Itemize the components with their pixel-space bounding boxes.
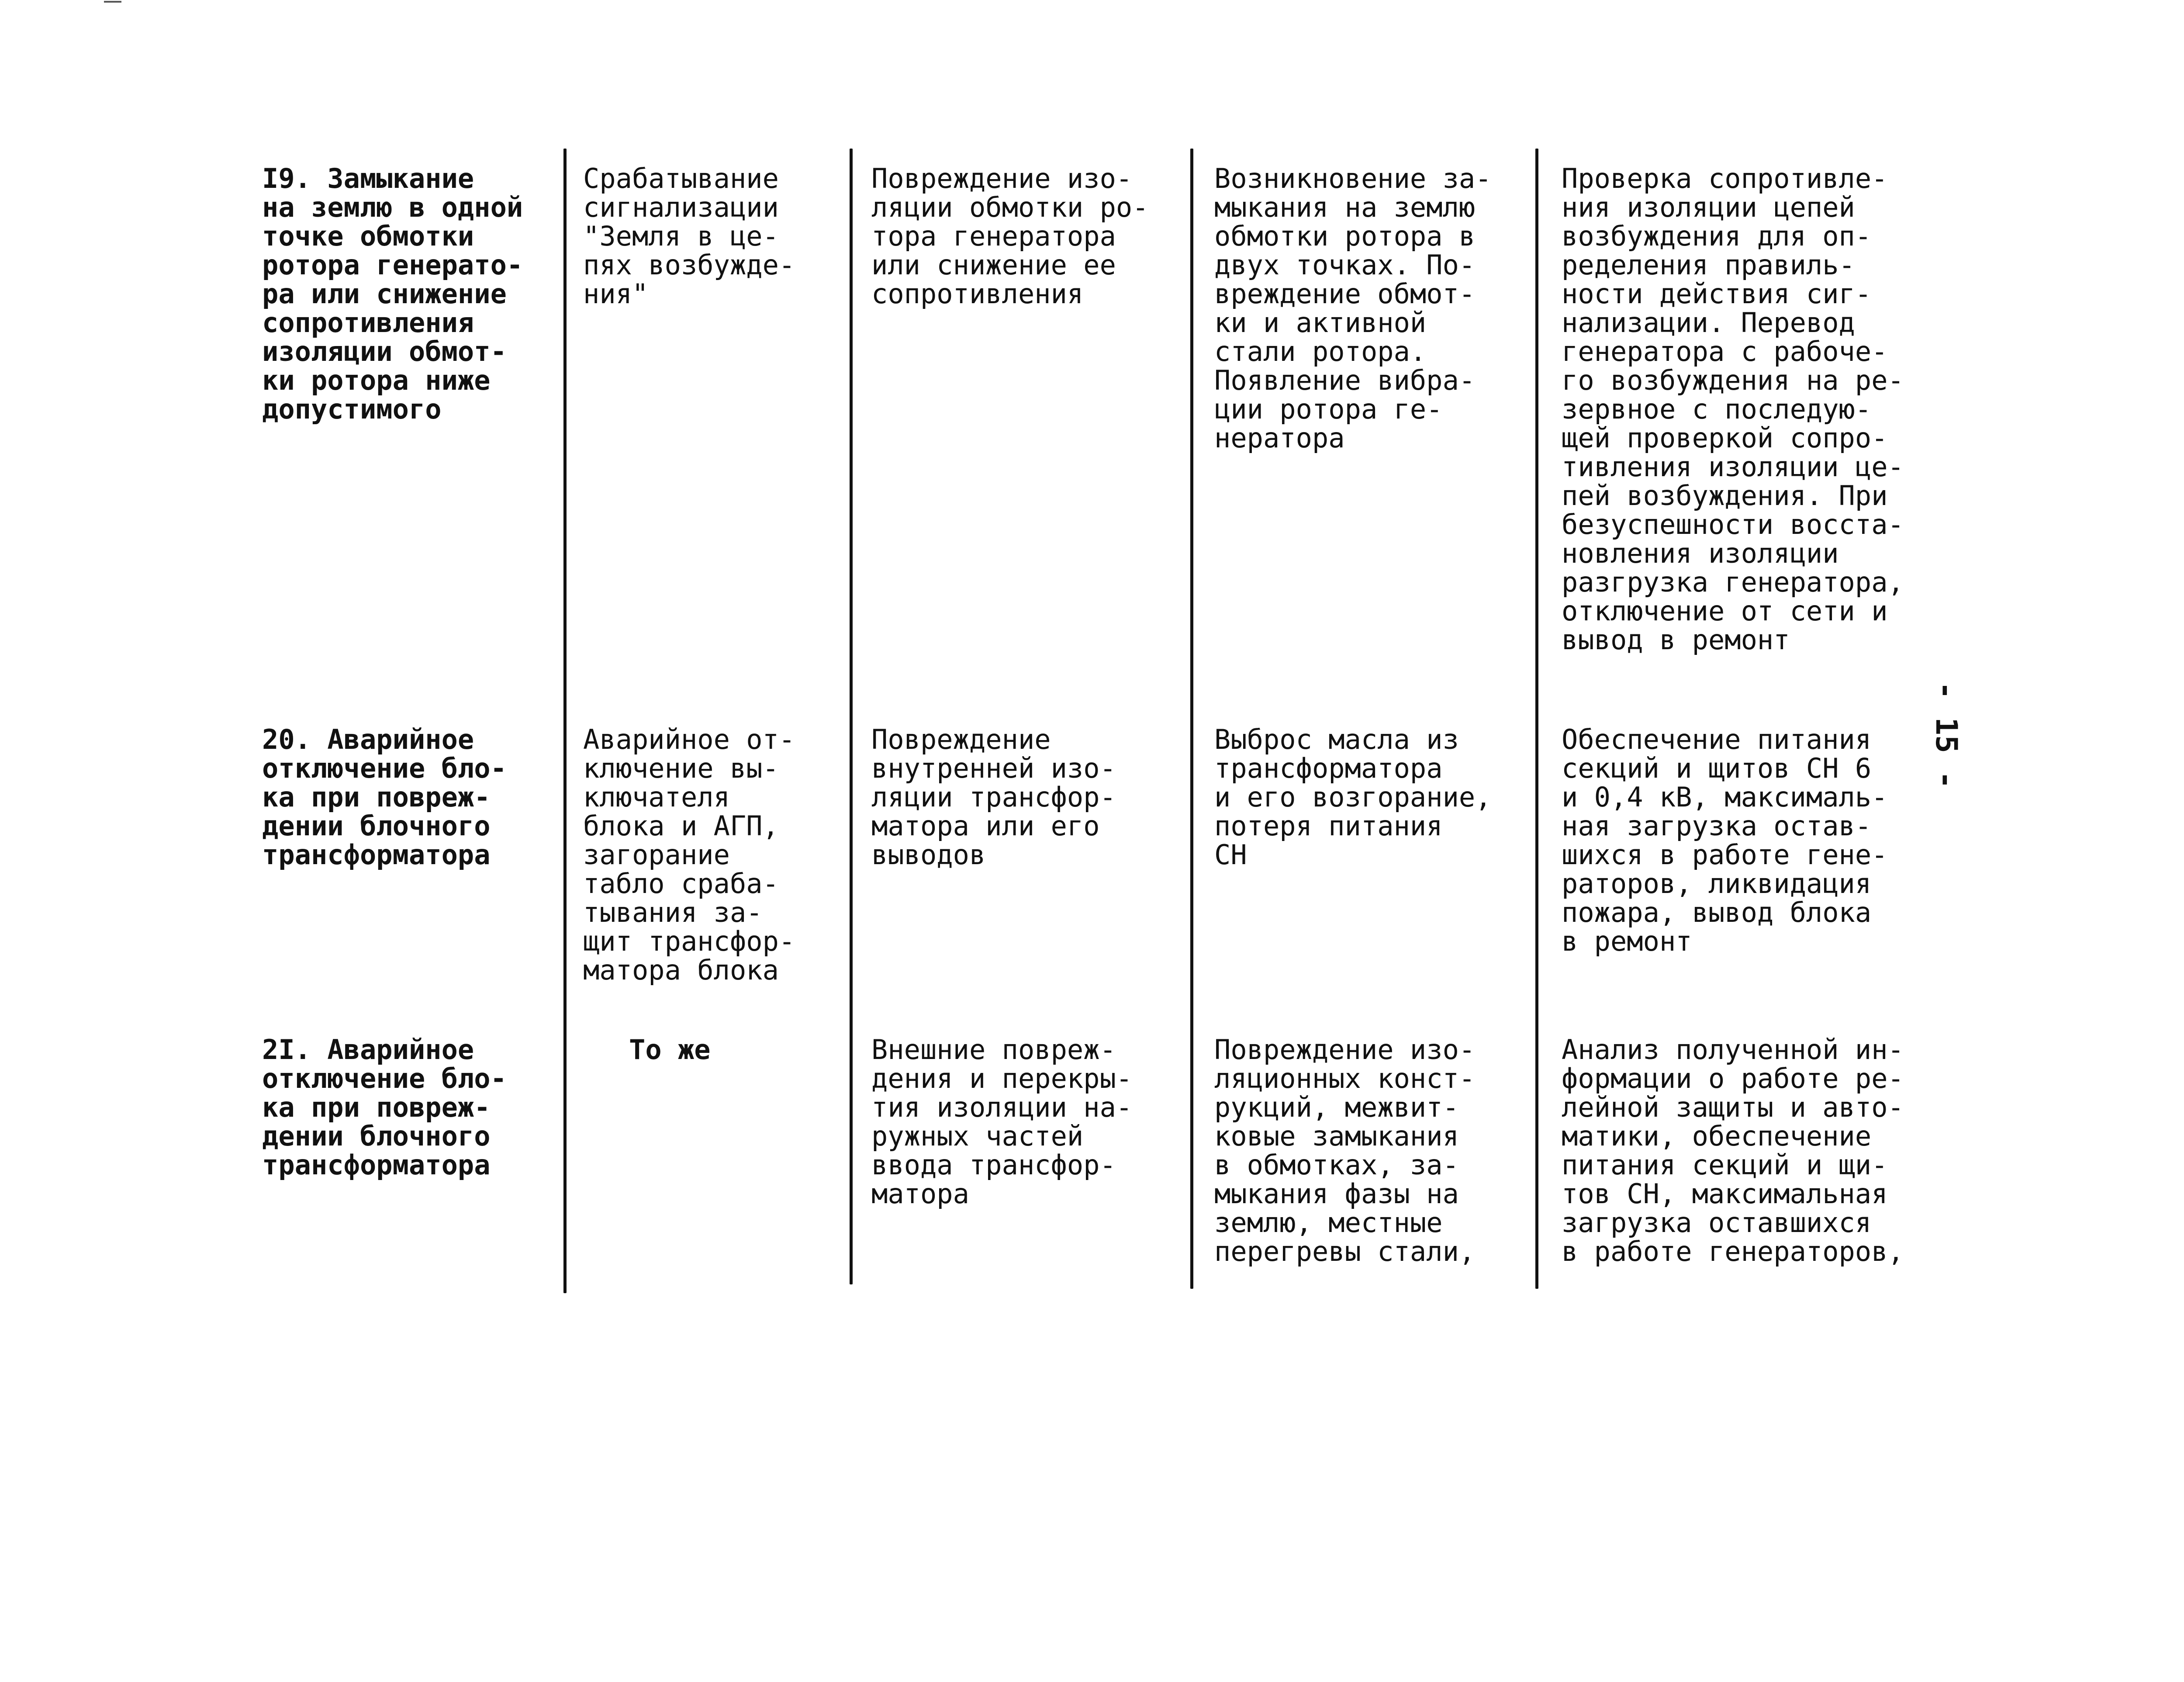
fault-description-cell: 20. Аварийное отключение бло- ка при повреж- дении блочного трансформатора — [262, 723, 507, 871]
fault-table — [262, 149, 1979, 1293]
possible-consequence-cell: Повреждение изо- ляционных конст- рукций, межвит- ковые замыкания в обмотках, за- мыкания фазы на землю, местные перегревы стали, — [1214, 1034, 1476, 1267]
column-divider — [1190, 149, 1193, 1289]
fault-description-cell: 2I. Аварийное отключение бло- ка при повреж- дении блочного трансформатора — [262, 1034, 507, 1181]
signal-indication-cell: Срабатывание сигнализации "Земля в це- пях возбужде- ния" — [583, 163, 795, 310]
page-number: - 15 - — [1929, 682, 1963, 789]
column-divider — [563, 149, 567, 1293]
column-divider — [850, 149, 853, 1284]
possible-consequence-cell: Выброс масла из трансформатора и его возгорание, потеря питания СН — [1214, 723, 1492, 871]
signal-indication-cell: То же — [629, 1034, 711, 1066]
possible-consequence-cell: Возникновение за- мыкания на землю обмотки ротора в двух точках. По- вреждение обмот- ки и активной стали ротора. Появление вибра- ции ротора ге- нератора — [1214, 163, 1492, 454]
operator-action-cell: Проверка сопротивле- ния изоляции цепей возбуждения для оп- ределения правиль- ности действия сиг- нализации. Перевод генератора с рабоче- го возбуждения на ре- зервное с последую- щей проверкой сопро- тивления изоляции це- пей возбуждения. При безуспешности восста- новления изоляции разгрузка генератора, отключение от сети и вывод в ремонт — [1562, 163, 1904, 656]
operator-action-cell: Обеспечение питания секций и щитов СН 6 и 0,4 кВ, максималь- ная загрузка остав- шихся в работе гене- раторов, ликвидация пожара, вывод блока в ремонт — [1562, 723, 1888, 957]
operator-action-cell: Анализ полученной ин- формации о работе ре- лейной защиты и авто- матики, обеспечение питания секций и щи- тов СН, максимальная загрузка оставшихся в работе генераторов, — [1562, 1034, 1904, 1267]
signal-indication-cell: Аварийное от- ключение вы- ключателя блока и АГП, загорание табло сраба- тывания за- щит трансфор- матора блока — [583, 723, 795, 986]
scan-artifact-mark — [104, 1, 121, 3]
probable-cause-cell: Внешние повреж- дения и перекры- тия изоляции на- ружных частей ввода трансфор- матора — [871, 1034, 1133, 1210]
fault-table-body — [262, 149, 1979, 1293]
column-divider — [1535, 149, 1538, 1289]
probable-cause-cell: Повреждение внутренней изо- ляции трансфор- матора или его выводов — [871, 723, 1116, 871]
probable-cause-cell: Повреждение изо- ляции обмотки ро- тора генератора или снижение ее сопротивления — [871, 163, 1149, 310]
fault-description-cell: I9. Замыкание на землю в одной точке обмотки ротора генерато- ра или снижение сопротивления изоляции обмот- ки ротора ниже допустимого — [262, 163, 523, 425]
